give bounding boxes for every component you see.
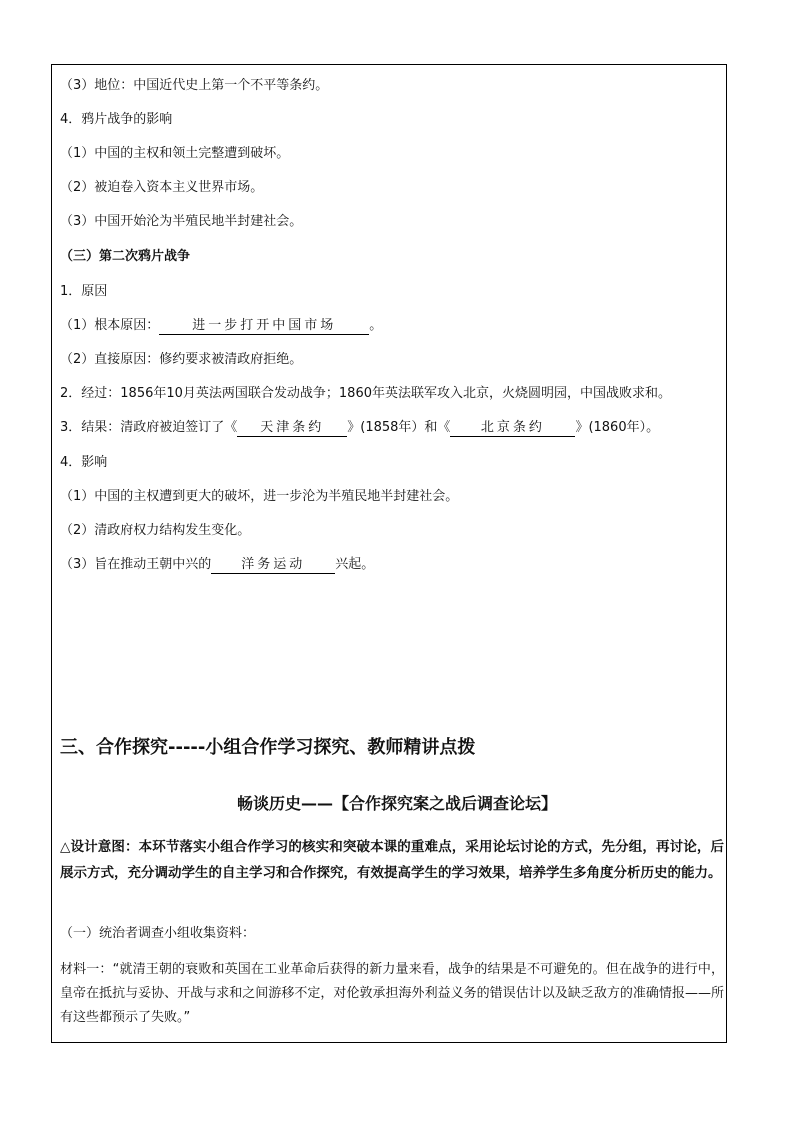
influence-3-end: 兴起。 xyxy=(335,557,375,572)
result-label: 3．结果：清政府被迫签订了《 xyxy=(60,420,238,435)
line-treaty-status: （3）地位：中国近代史上第一个不平等条约。 xyxy=(60,78,329,93)
line-impact-3: （3）中国开始沦为半殖民地半封建社会。 xyxy=(60,214,303,229)
treaty-2-answer: 北京条约 xyxy=(450,420,575,437)
material-one: 材料一：“就清王朝的衰败和英国在工业革命后获得的新力量来看，战争的结果是不可避免的。但在战争的进行中，皇帝在抵抗与妥协、开战与求和之间游移不定，对伦敦承担海外利益义务的错误估计以及缺乏敌方的准确情报——所有这些都预示了失败。” xyxy=(60,962,724,1025)
result-mid: 》(1858年）和《 xyxy=(347,420,451,435)
line-process: 2．经过：1856年10月英法两国联合发动战争；1860年英法联军攻入北京，火烧圆明园，中国战败求和。 xyxy=(60,386,671,401)
heading-influence: 4．影响 xyxy=(60,455,108,470)
root-cause-end: 。 xyxy=(369,318,383,333)
table-frame xyxy=(51,64,727,1043)
root-cause-label: （1）根本原因： xyxy=(60,318,160,333)
root-cause-answer: 进一步打开中国市场 xyxy=(159,318,369,335)
influence-3-label: （3）旨在推动王朝中兴的 xyxy=(60,557,212,572)
line-influence-1: （1）中国的主权遭到更大的破坏，进一步沦为半殖民地半封建社会。 xyxy=(60,489,459,504)
forum-title: 畅谈历史——【合作探究案之战后调查论坛】 xyxy=(236,794,557,813)
line-influence-3 xyxy=(60,555,374,575)
heading-causes: 1．原因 xyxy=(60,284,108,299)
line-result xyxy=(60,418,659,438)
line-influence-2: （2）清政府权力结构发生变化。 xyxy=(60,523,251,538)
group-heading: （一）统治者调查小组收集资料： xyxy=(60,926,256,941)
section-title: 三、合作探究-----小组合作学习探究、教师精讲点拨 xyxy=(60,737,476,758)
movement-answer: 洋务运动 xyxy=(211,557,335,574)
treaty-1-answer: 天津条约 xyxy=(237,420,347,437)
line-impact-1: （1）中国的主权和领土完整遭到破坏。 xyxy=(60,146,290,161)
heading-opium-war-impact: 4．鸦片战争的影响 xyxy=(60,112,173,127)
result-end: 》(1860年）。 xyxy=(575,420,660,435)
line-direct-cause: （2）直接原因：修约要求被清政府拒绝。 xyxy=(60,352,303,367)
heading-second-opium-war: （三）第二次鸦片战争 xyxy=(60,249,191,264)
design-intent: △设计意图：本环节落实小组合作学习的核实和突破本课的重难点，采用论坛讨论的方式，先分组，再讨论，后展示方式，充分调动学生的自主学习和合作探究，有效提高学生的学习效果，培养学生多角度分析历史的能力。 xyxy=(60,839,724,881)
line-root-cause xyxy=(60,316,382,336)
line-impact-2: （2）被迫卷入资本主义世界市场。 xyxy=(60,180,264,195)
